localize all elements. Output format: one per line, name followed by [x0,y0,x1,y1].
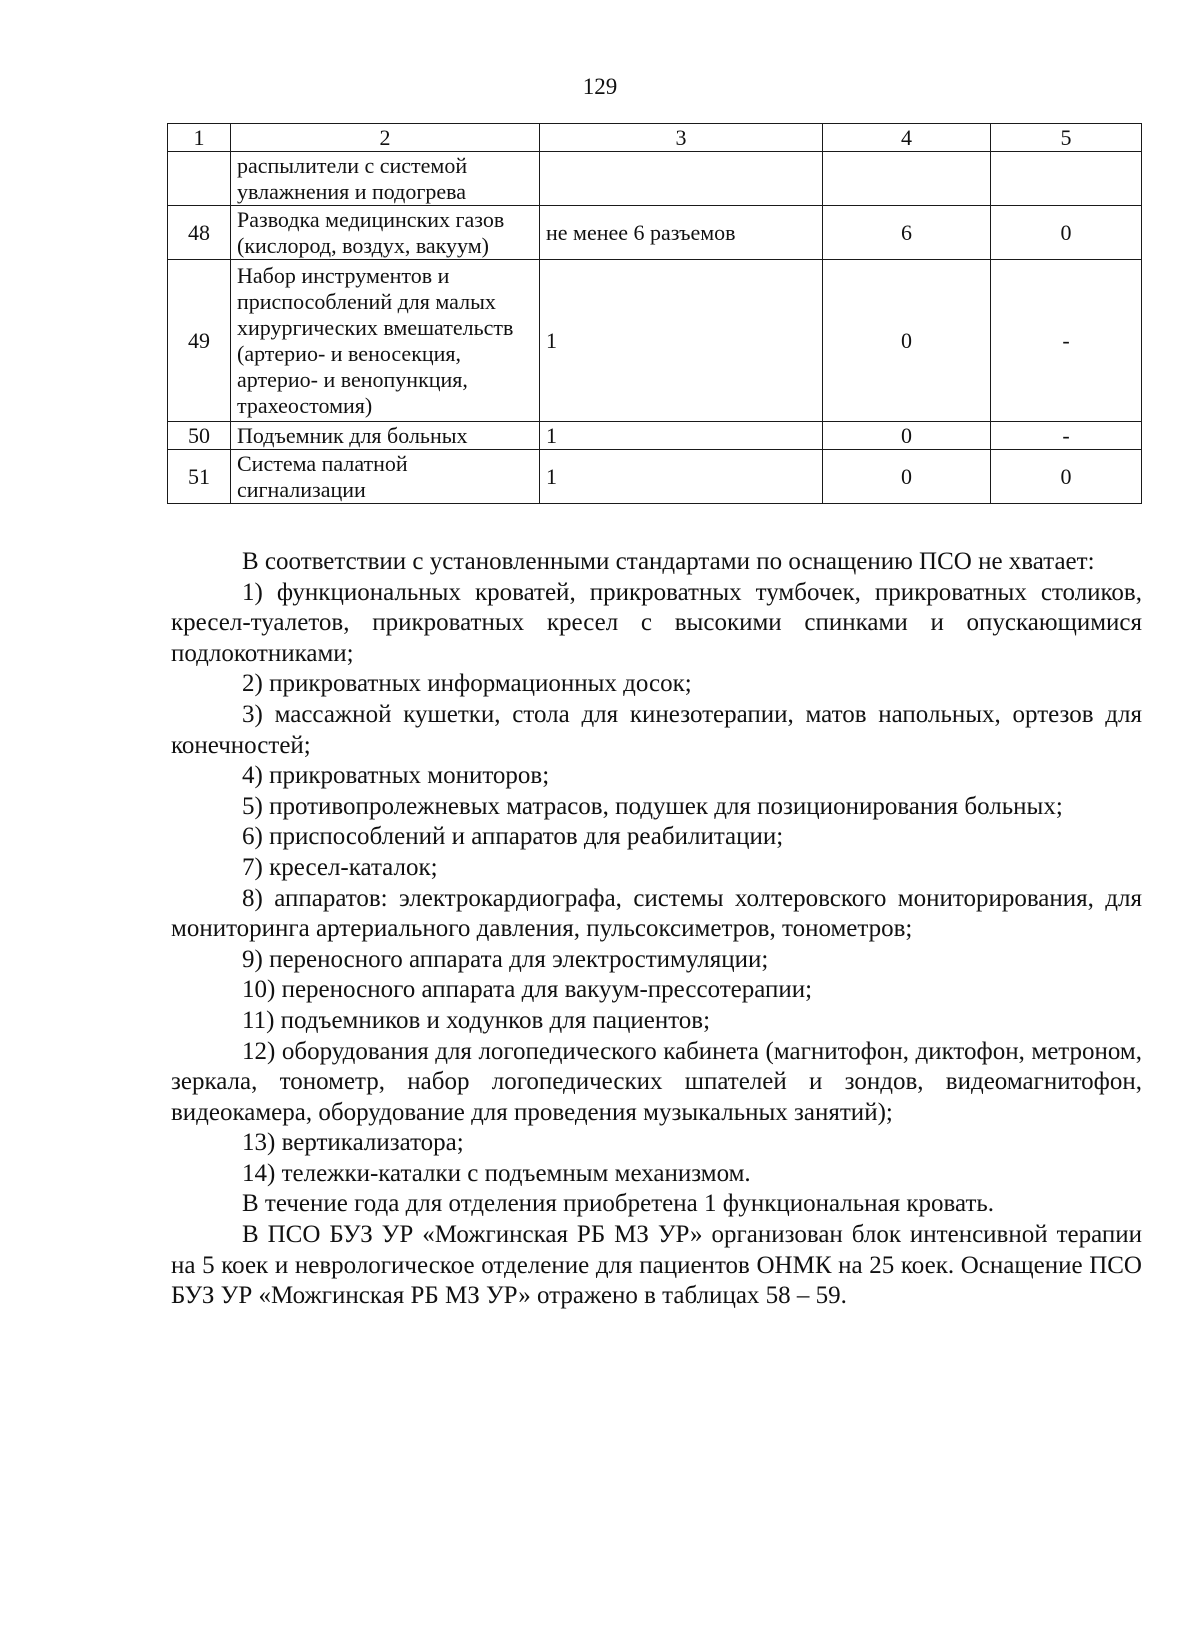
list-item: 6) приспособлений и аппаратов для реабилитации; [242,823,784,851]
row-available: 0 [823,260,991,422]
row-standard: 1 [540,450,823,504]
list-item: 12) оборудования для логопедического кабинета (магнитофон, диктофон, метроном, зеркала, тонометр, набор логопедических шпателей и зондов, видеомагнитофон, видеокамера, оборудование для проведения музыкальных занятий); [171,1037,1142,1126]
row-equipment-name: Набор инструментов и приспособлений для малых хирургических вмешательств (артерио- и веносекция, артерио- и венопункция, трахеостомия) [231,260,540,422]
row-needed: 0 [991,206,1142,260]
table-row [168,260,1142,422]
purchase-paragraph: В течение года для отделения приобретена 1 функциональная кровать. [242,1190,995,1218]
header-col-3: 3 [540,124,823,152]
header-col-5: 5 [991,124,1142,152]
row-needed: 0 [991,450,1142,504]
row-available: 0 [823,422,991,450]
list-item: 10) переносного аппарата для вакуум-прессотерапии; [242,976,813,1004]
list-item: 9) переносного аппарата для электростимуляции; [242,945,769,973]
equipment-table [167,123,1142,504]
row-standard: не менее 6 разъемов [540,206,823,260]
row-standard [540,152,823,206]
row-available [823,152,991,206]
table-row [168,450,1142,504]
row-equipment-name: распылители с системой увлажнения и подогрева [231,152,540,206]
row-equipment-name: Разводка медицинских газов (кислород, воздух, вакуум) [231,206,540,260]
list-item: 13) вертикализатора; [242,1129,464,1157]
list-item: 14) тележки-каталки с подъемным механизмом. [242,1159,751,1187]
row-standard: 1 [540,260,823,422]
list-item: 7) кресел-каталок; [242,853,438,881]
row-number: 51 [168,450,231,504]
table-row [168,422,1142,450]
list-item: 4) прикроватных мониторов; [242,762,550,790]
row-available: 6 [823,206,991,260]
row-number: 48 [168,206,231,260]
body-text [171,547,1142,1312]
table-row [168,152,1142,206]
list-item: 1) функциональных кроватей, прикроватных тумбочек, прикроватных столиков, кресел-туалетов, прикроватных кресел с высокими спинками и опускающимися подлокотниками; [171,578,1142,667]
list-item: 8) аппаратов: электрокардиографа, системы холтеровского мониторирования, для мониторинга артериального давления, пульсоксиметров, тонометров; [171,884,1142,943]
row-available: 0 [823,450,991,504]
row-number: 49 [168,260,231,422]
header-col-4: 4 [823,124,991,152]
row-needed: - [991,260,1142,422]
row-number [168,152,231,206]
header-col-2: 2 [231,124,540,152]
table-row [168,206,1142,260]
page-number: 129 [582,74,618,99]
header-col-1: 1 [168,124,231,152]
row-equipment-name: Система палатной сигнализации [231,450,540,504]
list-item: 3) массажной кушетки, стола для кинезотерапии, матов напольных, ортезов для конечностей; [171,700,1142,759]
row-needed [991,152,1142,206]
block-paragraph: В ПСО БУЗ УР «Можгинская РБ МЗ УР» организован блок интенсивной терапии на 5 коек и неврологическое отделение для пациентов ОНМК на 25 коек. Оснащение ПСО БУЗ УР «Можгинская РБ МЗ УР» отражено в таблицах 58 – 59. [171,1221,1142,1310]
row-equipment-name: Подъемник для больных [231,422,540,450]
list-item: 11) подъемников и ходунков для пациентов; [242,1006,711,1034]
row-needed: - [991,422,1142,450]
row-number: 50 [168,422,231,450]
intro-paragraph: В соответствии с установленными стандартами по оснащению ПСО не хватает: [242,548,1095,575]
list-item: 5) противопролежневых матрасов, подушек для позиционирования больных; [242,792,1063,820]
list-item: 2) прикроватных информационных досок; [242,670,692,698]
table-header-row [168,124,1142,152]
row-standard: 1 [540,422,823,450]
